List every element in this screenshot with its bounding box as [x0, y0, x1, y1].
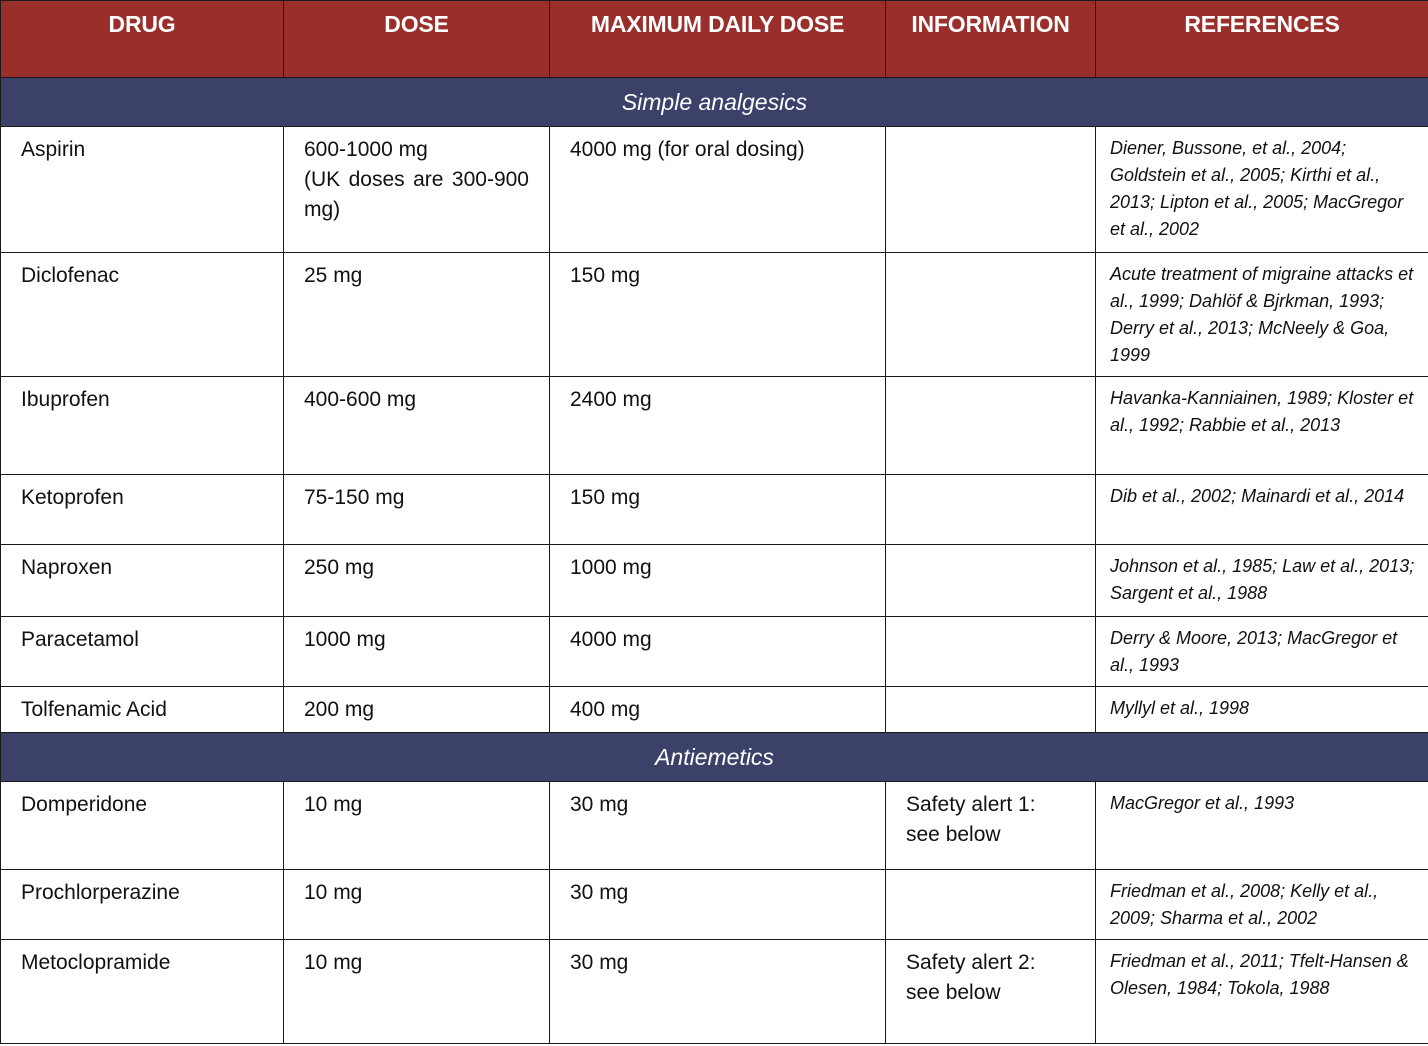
references-cell: Derry & Moore, 2013; MacGregor et al., 1993	[1096, 617, 1428, 687]
drug-cell: Paracetamol	[1, 617, 284, 687]
max-dose-cell: 150 mg	[550, 475, 886, 545]
references-cell: Johnson et al., 1985; Law et al., 2013; Sargent et al., 1988	[1096, 545, 1428, 617]
max-dose-cell: 2400 mg	[550, 377, 886, 475]
drug-cell: Ibuprofen	[1, 377, 284, 475]
dose-cell	[284, 127, 550, 253]
dose-line: 600-1000 mg	[304, 138, 428, 161]
information-cell: Safety alert 1: see below	[886, 782, 1096, 870]
header-row	[1, 1, 1428, 78]
column-header-drug: DRUG	[1, 1, 284, 78]
references-cell: Friedman et al., 2008; Kelly et al., 2009; Sharma et al., 2002	[1096, 870, 1428, 940]
drug-cell: Aspirin	[1, 127, 284, 253]
dose-cell: 1000 mg	[284, 617, 550, 687]
drug-cell: Tolfenamic Acid	[1, 687, 284, 733]
max-dose-cell: 400 mg	[550, 687, 886, 733]
information-cell	[886, 687, 1096, 733]
information-cell	[886, 545, 1096, 617]
max-dose-cell: 150 mg	[550, 253, 886, 377]
drug-cell: Diclofenac	[1, 253, 284, 377]
information-cell	[886, 475, 1096, 545]
dose-note: (UK doses are 300-900 mg)	[304, 168, 529, 221]
table-row	[1, 475, 1428, 545]
table-row	[1, 377, 1428, 475]
information-cell	[886, 253, 1096, 377]
max-dose-cell: 4000 mg (for oral dosing)	[550, 127, 886, 253]
table-row	[1, 127, 1428, 253]
table-row	[1, 545, 1428, 617]
dose-cell: 400-600 mg	[284, 377, 550, 475]
dose-cell: 10 mg	[284, 870, 550, 940]
dose-cell: 250 mg	[284, 545, 550, 617]
max-dose-cell: 1000 mg	[550, 545, 886, 617]
max-dose-cell: 30 mg	[550, 782, 886, 870]
information-cell	[886, 870, 1096, 940]
references-cell: Myllyl et al., 1998	[1096, 687, 1428, 733]
column-header-max-daily-dose: MAXIMUM DAILY DOSE	[550, 1, 886, 78]
dose-cell: 75-150 mg	[284, 475, 550, 545]
column-header-information: INFORMATION	[886, 1, 1096, 78]
information-cell	[886, 617, 1096, 687]
section-row-simple-analgesics	[1, 78, 1428, 127]
column-header-dose: DOSE	[284, 1, 550, 78]
section-row-antiemetics	[1, 733, 1428, 782]
information-cell	[886, 127, 1096, 253]
column-header-references: REFERENCES	[1096, 1, 1428, 78]
table-row	[1, 870, 1428, 940]
max-dose-cell: 4000 mg	[550, 617, 886, 687]
information-cell	[886, 377, 1096, 475]
references-cell: Acute treatment of migraine attacks et al., 1999; Dahlöf & Bjrkman, 1993; Derry et al., 2013; McNeely & Goa, 1999	[1096, 253, 1428, 377]
table-row	[1, 617, 1428, 687]
dose-cell: 25 mg	[284, 253, 550, 377]
information-cell: Safety alert 2: see below	[886, 940, 1096, 1044]
references-cell: Diener, Bussone, et al., 2004; Goldstein et al., 2005; Kirthi et al., 2013; Lipton et al., 2005; MacGregor et al., 2002	[1096, 127, 1428, 253]
references-cell: Dib et al., 2002; Mainardi et al., 2014	[1096, 475, 1428, 545]
references-cell: Havanka-Kanniainen, 1989; Kloster et al., 1992; Rabbie et al., 2013	[1096, 377, 1428, 475]
section-title: Antiemetics	[1, 733, 1428, 782]
table-row	[1, 940, 1428, 1044]
drug-cell: Metoclopramide	[1, 940, 284, 1044]
references-cell: MacGregor et al., 1993	[1096, 782, 1428, 870]
table-row	[1, 687, 1428, 733]
dose-cell: 200 mg	[284, 687, 550, 733]
references-cell: Friedman et al., 2011; Tfelt-Hansen & Olesen, 1984; Tokola, 1988	[1096, 940, 1428, 1044]
section-title: Simple analgesics	[1, 78, 1428, 127]
table-row	[1, 253, 1428, 377]
dose-cell: 10 mg	[284, 940, 550, 1044]
drug-cell: Ketoprofen	[1, 475, 284, 545]
drug-cell: Domperidone	[1, 782, 284, 870]
max-dose-cell: 30 mg	[550, 940, 886, 1044]
max-dose-cell: 30 mg	[550, 870, 886, 940]
dose-cell: 10 mg	[284, 782, 550, 870]
drug-cell: Prochlorperazine	[1, 870, 284, 940]
drug-cell: Naproxen	[1, 545, 284, 617]
table-row	[1, 782, 1428, 870]
